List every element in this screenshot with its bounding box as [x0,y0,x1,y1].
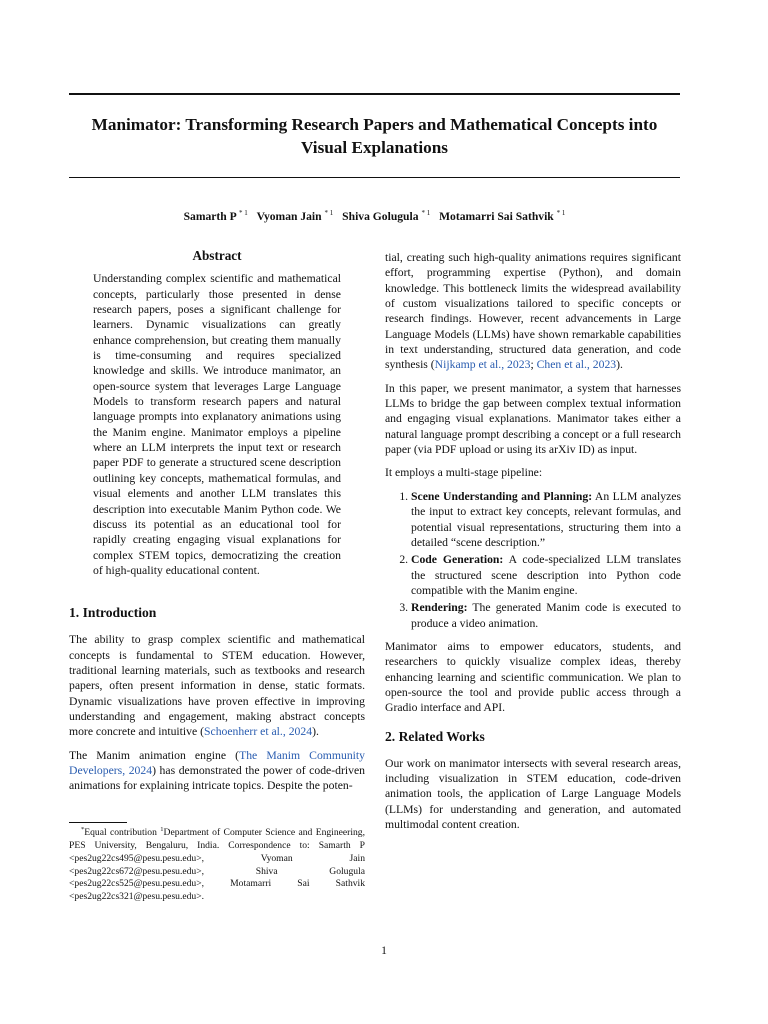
intro-paragraph-3: In this paper, we present manimator, a system that harnesses LLMs to bridge the gap between complex textual information and engaging visual explanations. Manimator takes either a natural language prompt describing a concept or a full research paper (via PDF upload or using its arXiv ID) as input. [385,381,681,457]
author: Vyoman Jain $^{* 1}$ [256,209,334,223]
abstract-heading: Abstract [192,248,242,263]
list-item: 1. Scene Understanding and Planning: An LLM analyzes the input to extract key concepts, relevant formulas, and potential visual representations, structuring them into a detailed “scene description.” [411,489,681,550]
citation-link[interactable]: Chen et al., 2023 [536,358,617,372]
citation-link[interactable]: Schoenherr et al., 2024 [204,725,313,739]
intro-paragraph-4: It employs a multi-stage pipeline: [385,466,543,480]
related-works-paragraph: Our work on manimator intersects with several research areas, including visualization in STEM education, code-driven animation tools, the application of Large Language Models (LLMs) for understanding and generation, and automated multimodal content creation. [385,756,681,831]
author: Motamarri Sai Sathvik $^{* 1}$ [439,209,566,223]
left-column [69,248,365,802]
page-number: 1 [381,944,387,957]
citation-link[interactable]: Nijkamp et al., 2023 [434,358,531,372]
paper-title: Manimator: Transforming Research Papers and Mathematical Concepts into Visual Explanations [91,115,658,157]
title-rule-bottom [69,177,680,178]
abstract-text: Understanding complex scientific and mathematical concepts, particularly those presented in dense research papers, poses a significant challenge for learners. Dynamic visualizations can greatly enhance comprehension, but creating them manually is time-consuming and requires specialized knowledge and skills. We introduce manimator, an open-source system that leverages Large Language Models to transform research papers and natural language prompts into explanatory animations using the Manim engine. Manimator employs a pipeline where an LLM interprets the input text or research paper PDF to generate a structured scene description outlining key concepts, mathematical formulas, and visual elements and another LLM translates this description into executable Manim Python code. We discuss its potential as an educational tool for rapidly creating engaging visual explanations for complex STEM topics, democratizing the creation of high-quality educational content. [93,272,341,577]
list-item: 2. Code Generation: A code-specialized LLM translates the structured scene description into Python code compatible with the Manim engine. [411,552,681,598]
right-column [385,250,681,840]
citation-link[interactable]: The Manim Community Developers, 2024 [69,748,366,777]
footnote: *Equal contribution $^1$Department of Computer Science and Engineering, PES University, Bengaluru, India. Correspondence to: Samarth P <pes2ug22cs495@pesu.pesu.edu>, Vyoman Jain <pes2ug22cs672@pesu.pesu.edu>, Shiva Golugula <pes2ug22cs525@pesu.pesu.edu>, Motamarri Sai Sathvik <pes2ug22cs321@pesu.pesu.edu>. [69,826,366,903]
introduction-heading: 1. Introduction [69,605,157,621]
intro-paragraph-5: Manimator aims to empower educators, students, and researchers to quickly visualize complex ideas, thereby enhancing learning and scientific communication. We plan to open-source the tool and provide public access through a Gradio interface and API. [385,639,681,715]
abstract [69,271,365,578]
intro-paragraph-2: The Manim animation engine (The Manim Community Developers, 2024) has demonstrated the power of code-driven animations for explaining intricate topics. Despite the poten- [69,748,366,793]
author: Samarth P $^{* 1}$ [183,209,248,223]
author: Shiva Golugula $^{* 1}$ [342,209,431,223]
title-rule-top [69,93,680,95]
pipeline-list [385,489,681,631]
related-works-heading: 2. Related Works [385,728,485,744]
intro-paragraph-1: The ability to grasp complex scientific and mathematical concepts is fundamental to STEM education. However, traditional learning materials, such as textbooks and research papers, often present information in dense, static formats. Dynamic visualizations have proven effective in improving understanding and engagement, making abstract concepts more concrete and intuitive (Schoenherr et al., 2024). [69,633,365,739]
intro-paragraph-2-continued: tial, creating such high-quality animations requires significant effort, programming expertise (Python), and domain knowledge. This bottleneck limits the widespread availability of custom visualizations tailored to specific concepts or research findings. However, recent advancements in Large Language Models (LLMs) have shown remarkable capabilities in text understanding, structured data generation, and code synthesis (Nijkamp et al., 2023; Chen et al., 2023). [385,251,681,372]
list-item: 3. Rendering: The generated Manim code is executed to produce a video animation. [411,600,681,631]
footnote-rule [69,822,127,823]
author-list [69,205,680,225]
